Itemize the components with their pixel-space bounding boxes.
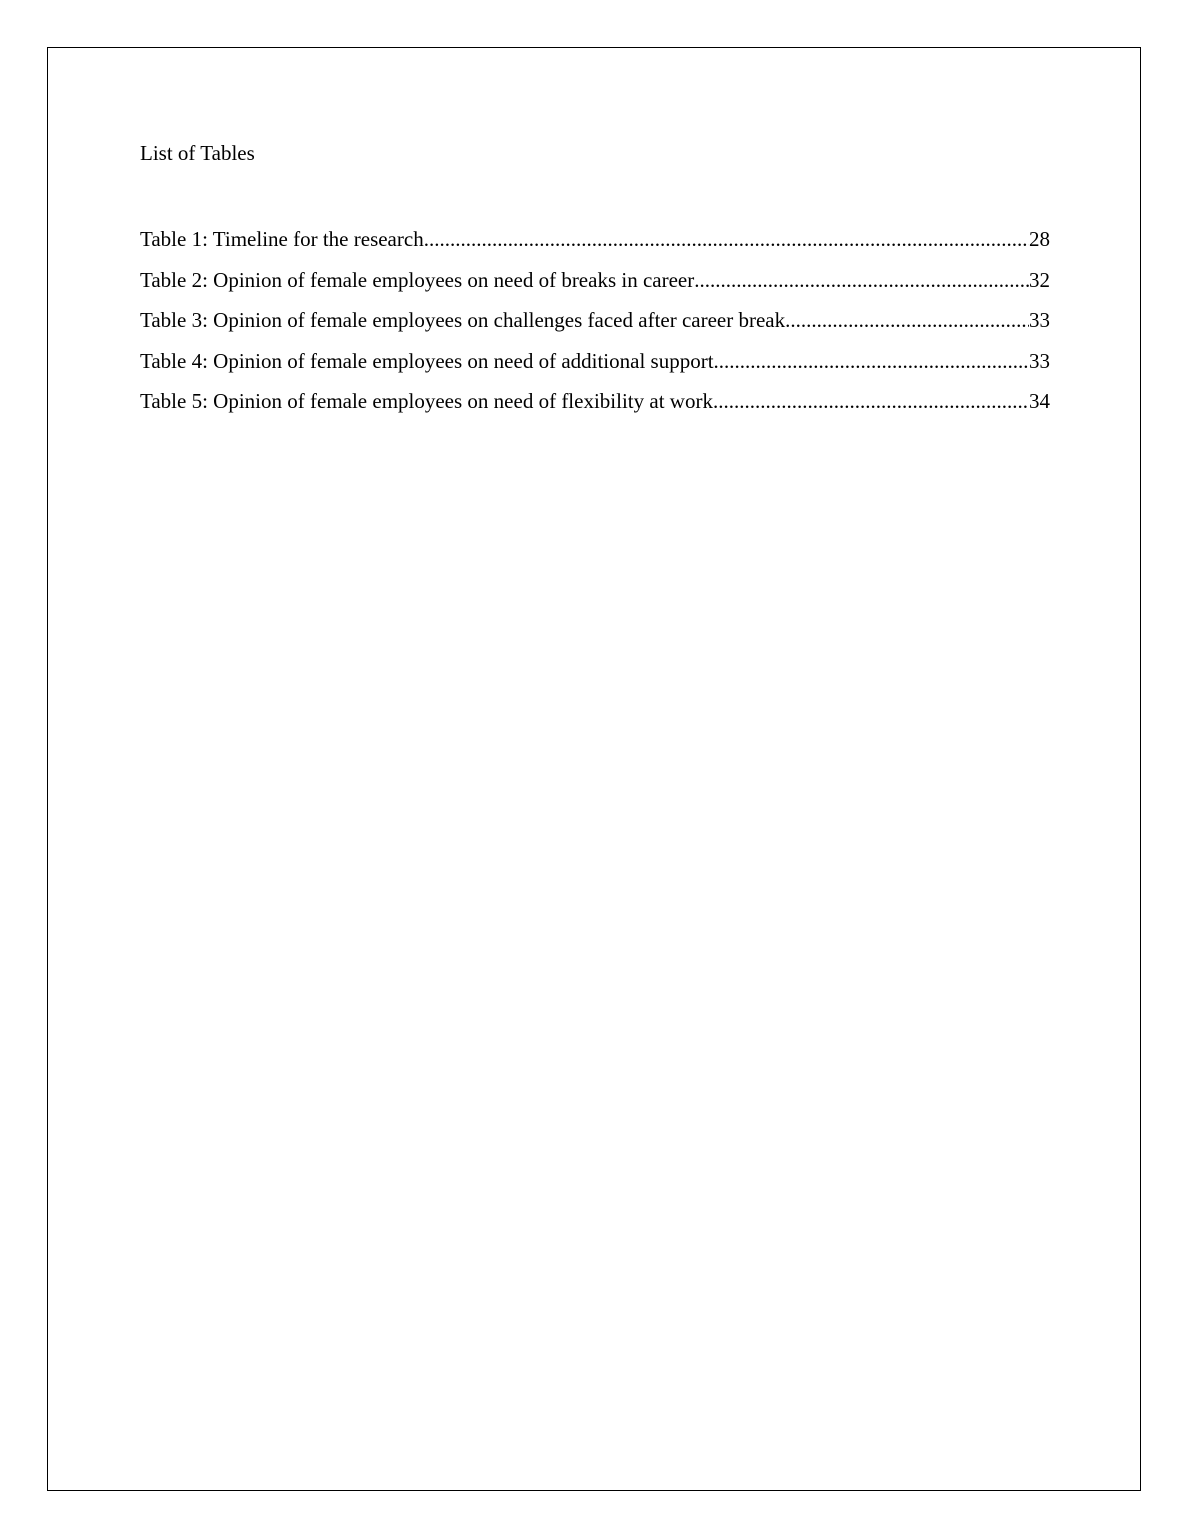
- page-title: List of Tables: [140, 141, 255, 165]
- toc-entry-page-number: 32: [1029, 267, 1050, 292]
- toc-entry-table-1[interactable]: [140, 219, 1050, 260]
- toc-entry-table-3[interactable]: [140, 300, 1050, 341]
- toc-entry-table-4[interactable]: [140, 341, 1050, 382]
- toc-entry-table-5[interactable]: [140, 381, 1050, 422]
- toc-entry-label: Table 3: Opinion of female employees on challenges faced after career break: [140, 308, 786, 332]
- dot-leader: [713, 381, 1029, 422]
- toc-entry-page-number: 33: [1029, 308, 1050, 332]
- toc-entry-label: Table 1: Timeline for the research: [140, 227, 424, 251]
- toc-entry-page-number: 28: [1029, 227, 1050, 251]
- dot-leader: [785, 300, 1029, 341]
- dot-leader: [424, 219, 1029, 260]
- toc-entry-label: Table 4: Opinion of female employees on need of additional support: [140, 348, 714, 373]
- toc-entry-page-number: 33: [1029, 348, 1050, 373]
- toc-entry-table-2[interactable]: [140, 260, 1050, 301]
- dot-leader: [714, 341, 1029, 382]
- document-page: [140, 138, 1050, 422]
- table-of-tables: [140, 219, 1050, 422]
- dot-leader: [694, 260, 1029, 301]
- toc-entry-label: Table 5: Opinion of female employees on need of flexibility at work: [140, 389, 713, 413]
- toc-entry-label: Table 2: Opinion of female employees on need of breaks in career: [140, 267, 695, 292]
- toc-entry-page-number: 34: [1029, 389, 1050, 413]
